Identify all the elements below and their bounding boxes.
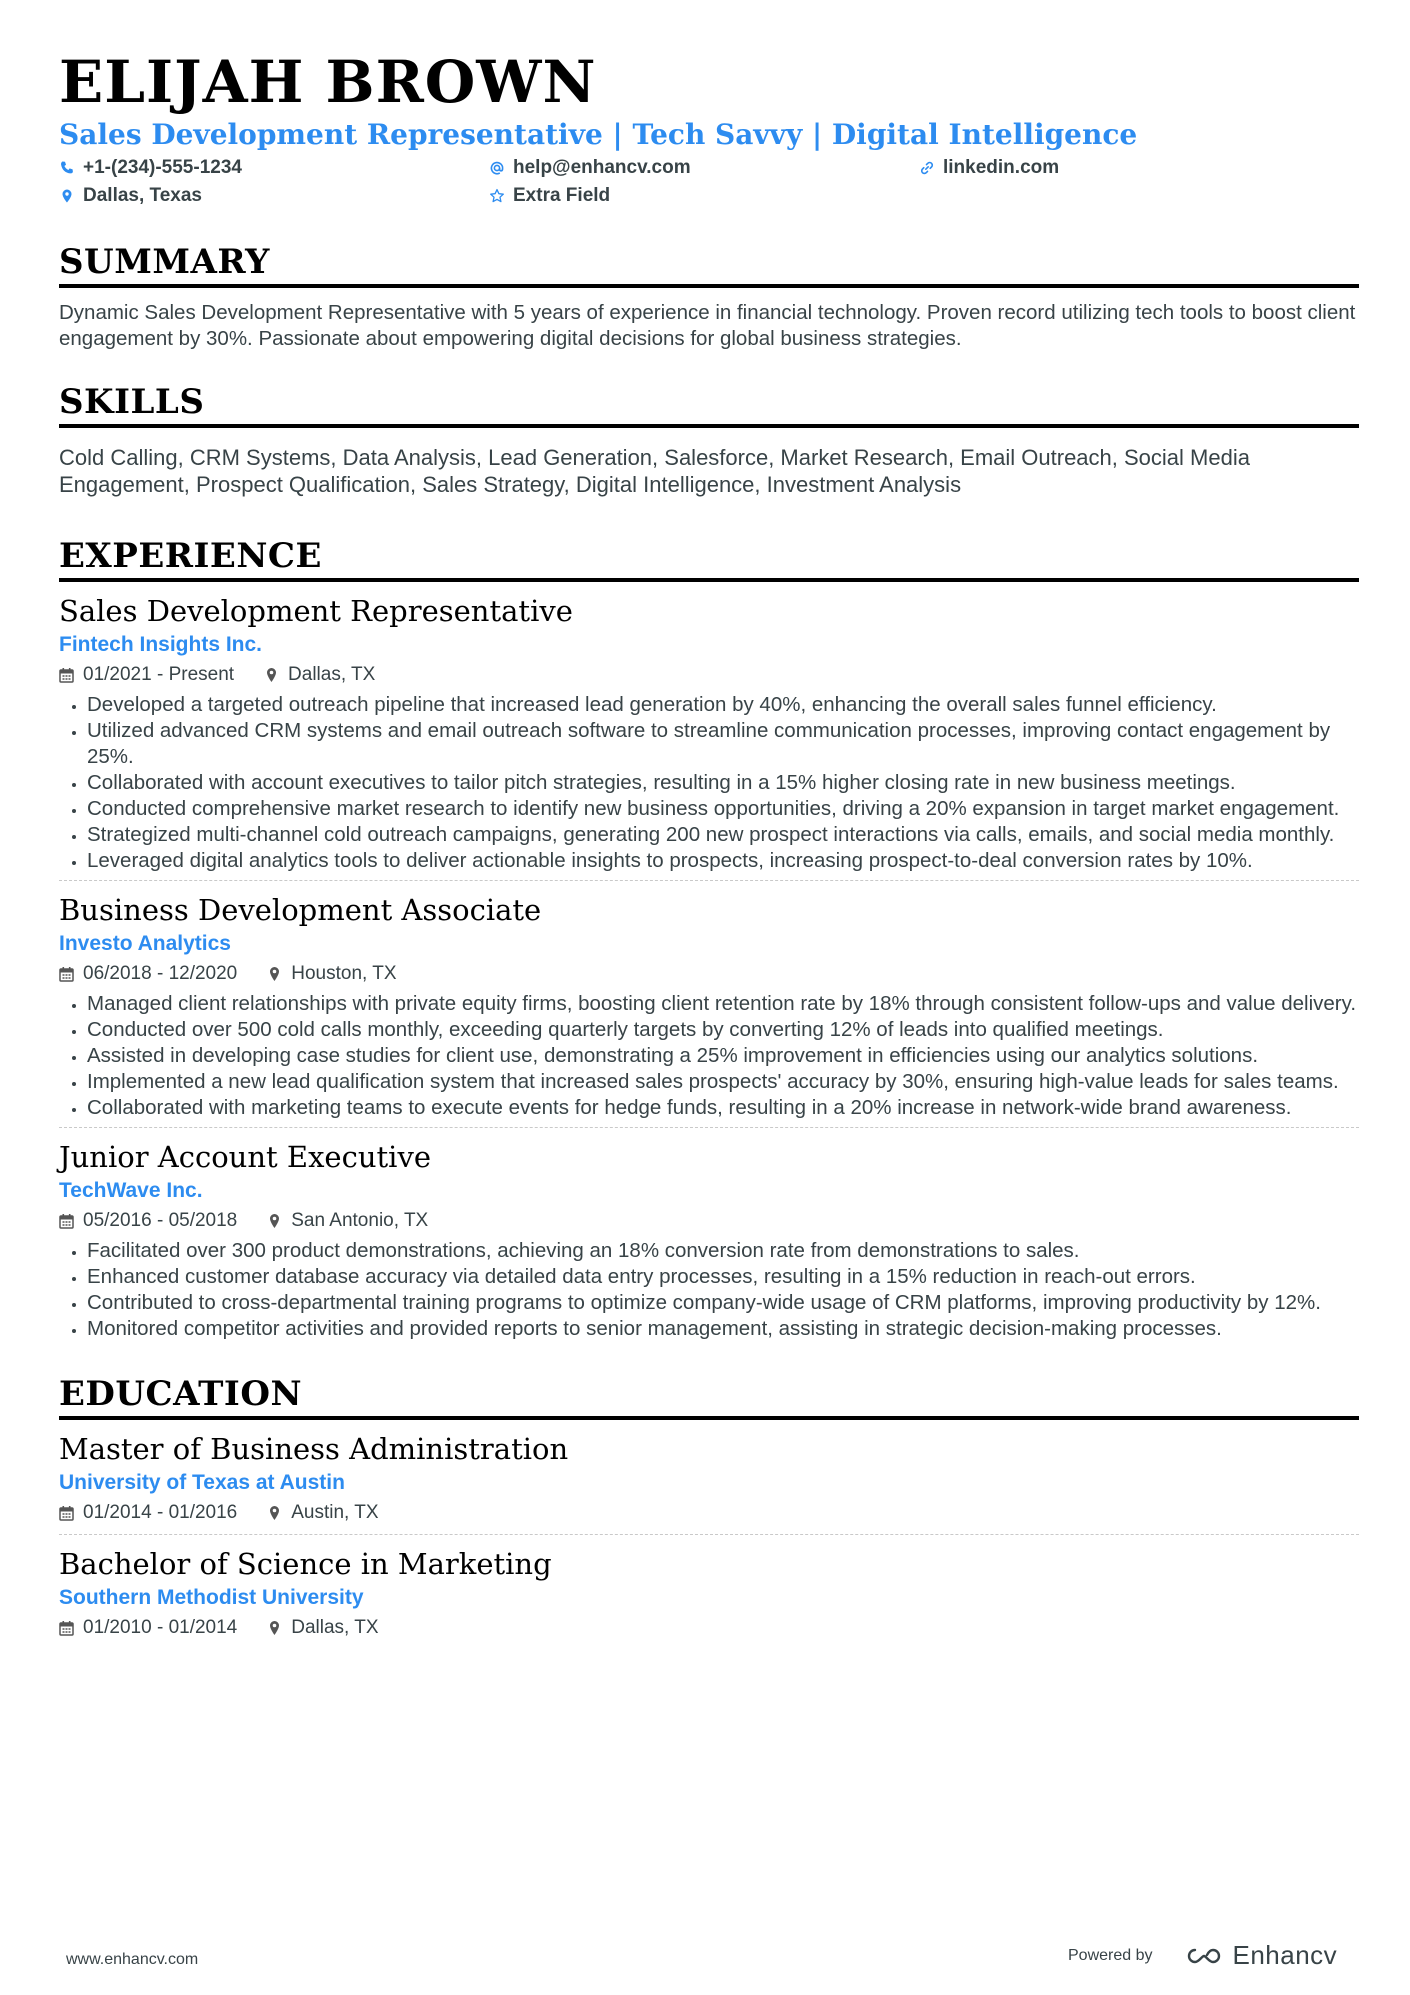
bullet-item: • Strategized multi-channel cold outreach campaigns, generating 200 new prospect interactions via calls, emails, and social media monthly.	[87, 822, 1359, 848]
skills-title: SKILLS	[59, 380, 1359, 428]
job-location: Houston, TX	[291, 963, 397, 984]
skills-section	[59, 380, 1359, 498]
job-bullets	[59, 692, 1359, 874]
calendar-icon	[59, 667, 74, 683]
education-meta	[59, 1613, 1359, 1643]
education-dates: 01/2014 - 01/2016	[83, 1502, 238, 1523]
brand-name: Enhancv	[1232, 1940, 1338, 1970]
bullet-item: • Collaborated with account executives to tailor pitch strategies, resulting in a 15% higher closing rate in new business meetings.	[87, 770, 1359, 796]
email-text: help@enhancv.com	[513, 157, 691, 178]
education-meta	[59, 1498, 1359, 1528]
education-dates: 01/2010 - 01/2014	[83, 1617, 238, 1638]
contact-info	[59, 156, 1359, 208]
location-text: Dallas, Texas	[83, 185, 203, 206]
headline: Sales Development Representative | Tech Savvy | Digital Intelligence	[59, 118, 1138, 151]
map-pin-icon	[59, 188, 75, 204]
bullet-item: • Monitored competitor activities and provided reports to senior management, assisting in strategic decision-making processes.	[87, 1316, 1359, 1342]
job-meta	[59, 1206, 1359, 1236]
school-name: University of Texas at Austin	[59, 1471, 345, 1494]
degree-title: Master of Business Administration	[59, 1432, 569, 1466]
calendar-icon	[59, 966, 74, 982]
footer-website[interactable]: www.enhancv.com	[66, 1951, 199, 1968]
summary-title: SUMMARY	[59, 240, 1359, 288]
at-sign-icon	[489, 160, 505, 176]
contact-email[interactable]	[489, 156, 919, 180]
degree-title: Bachelor of Science in Marketing	[59, 1547, 552, 1581]
candidate-name: ELIJAH BROWN	[59, 48, 597, 116]
calendar-icon	[59, 1620, 74, 1636]
powered-by-text: Powered by	[1068, 1946, 1153, 1964]
enhancv-logo-icon	[1181, 1944, 1227, 1968]
bullet-item: • Managed client relationships with private equity firms, boosting client retention rate by 18% through consistent follow-ups and value delivery.	[87, 991, 1359, 1017]
map-pin-icon	[267, 966, 282, 982]
summary-section	[59, 240, 1359, 352]
experience-entry	[59, 1127, 1359, 1348]
bullet-item: • Enhanced customer database accuracy via detailed data entry processes, resulting in a 15% reduction in reach-out errors.	[87, 1264, 1359, 1290]
experience-section	[59, 534, 1359, 1348]
contact-phone[interactable]	[59, 156, 489, 180]
bullet-item: • Conducted comprehensive market research to identify new business opportunities, driving a 20% expansion in target market engagement.	[87, 796, 1359, 822]
phone-text: +1-(234)-555-1234	[83, 157, 242, 178]
school-name: Southern Methodist University	[59, 1586, 364, 1609]
job-dates: 05/2016 - 05/2018	[83, 1210, 238, 1231]
job-bullets	[59, 1238, 1359, 1342]
contact-extra	[489, 184, 919, 208]
education-entry	[59, 1534, 1359, 1649]
link-icon	[919, 160, 935, 176]
map-pin-icon	[267, 1620, 282, 1636]
bullet-item: • Collaborated with marketing teams to execute events for hedge funds, resulting in a 20% increase in network-wide brand awareness.	[87, 1095, 1359, 1121]
education-title: EDUCATION	[59, 1372, 1359, 1420]
bullet-item: • Conducted over 500 cold calls monthly, exceeding quarterly targets by converting 12% of leads into qualified meetings.	[87, 1017, 1359, 1043]
experience-title: EXPERIENCE	[59, 534, 1359, 582]
bullet-item: • Contributed to cross-departmental training programs to optimize company-wide usage of CRM platforms, improving productivity by 12%.	[87, 1290, 1359, 1316]
company-name: TechWave Inc.	[59, 1179, 203, 1202]
bullet-item: • Developed a targeted outreach pipeline that increased lead generation by 40%, enhancing the overall sales funnel efficiency.	[87, 692, 1359, 718]
job-dates: 01/2021 - Present	[83, 664, 235, 685]
company-name: Investo Analytics	[59, 932, 231, 955]
education-entry	[59, 1430, 1359, 1534]
job-meta	[59, 959, 1359, 989]
bullet-item: • Utilized advanced CRM systems and email outreach software to streamline communication processes, improving contact engagement by 25%.	[87, 718, 1359, 770]
experience-entry	[59, 592, 1359, 880]
education-location: Dallas, TX	[291, 1617, 379, 1638]
map-pin-icon	[264, 667, 279, 683]
calendar-icon	[59, 1213, 74, 1229]
experience-entry	[59, 880, 1359, 1127]
job-dates: 06/2018 - 12/2020	[83, 963, 238, 984]
job-location: Dallas, TX	[288, 664, 376, 685]
summary-text: Dynamic Sales Development Representative with 5 years of experience in financial technology. Proven record utilizing tech tools to boost client engagement by 30%. Passionate about empowering digital decisions for global business strategies.	[59, 301, 1356, 350]
map-pin-icon	[267, 1213, 282, 1229]
job-meta	[59, 660, 1359, 690]
job-location: San Antonio, TX	[291, 1210, 429, 1231]
job-title: Junior Account Executive	[59, 1140, 431, 1174]
linkedin-text: linkedin.com	[943, 157, 1060, 178]
bullet-item: • Leveraged digital analytics tools to deliver actionable insights to prospects, increasing prospect-to-deal conversion rates by 10%.	[87, 848, 1359, 874]
bullet-item: • Facilitated over 300 product demonstrations, achieving an 18% conversion rate from demonstrations to sales.	[87, 1238, 1359, 1264]
education-location: Austin, TX	[291, 1502, 379, 1523]
job-title: Sales Development Representative	[59, 594, 573, 628]
extra-field-text: Extra Field	[513, 185, 611, 206]
enhancv-logo	[1181, 1940, 1338, 1971]
contact-linkedin[interactable]	[919, 156, 1349, 180]
map-pin-icon	[267, 1505, 282, 1521]
education-section	[59, 1372, 1359, 1649]
job-bullets	[59, 991, 1359, 1121]
company-name: Fintech Insights Inc.	[59, 633, 263, 656]
skills-text: Cold Calling, CRM Systems, Data Analysis, Lead Generation, Salesforce, Market Research, Email Outreach, Social Media Engagement, Prospect Qualification, Sales Strategy, Digital Intelligence, Investment Analysis	[59, 445, 1250, 497]
calendar-icon	[59, 1505, 74, 1521]
footer-branding[interactable]	[1068, 1940, 1337, 1971]
phone-icon	[59, 160, 75, 176]
star-icon	[489, 188, 505, 204]
bullet-item: • Assisted in developing case studies for client use, demonstrating a 25% improvement in efficiencies using our analytics solutions.	[87, 1043, 1359, 1069]
bullet-item: • Implemented a new lead qualification system that increased sales prospects' accuracy by 30%, ensuring high-value leads for sales teams.	[87, 1069, 1359, 1095]
job-title: Business Development Associate	[59, 893, 542, 927]
contact-location	[59, 184, 489, 208]
